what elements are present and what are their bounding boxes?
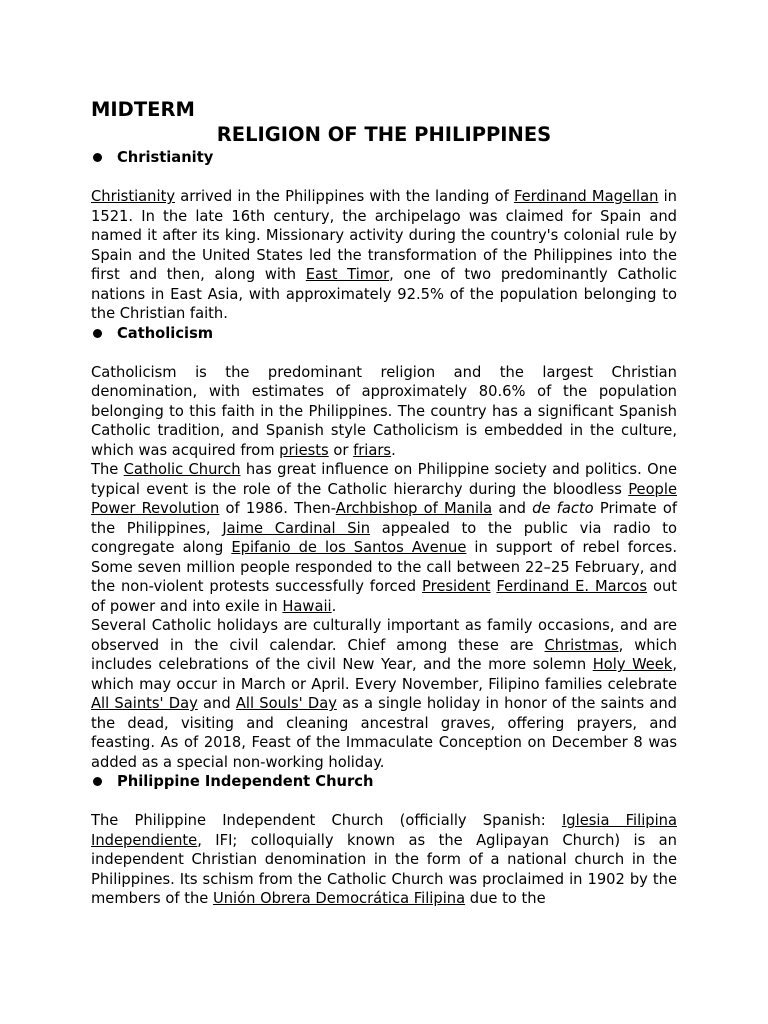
paragraph-christianity bbox=[91, 187, 677, 324]
bullet-icon bbox=[93, 329, 102, 338]
paragraph-catholicism-1 bbox=[91, 363, 677, 461]
link-holy-week[interactable]: Holy Week bbox=[592, 656, 673, 673]
paragraph-text: , one of two predominantly Catholic nations in East Asia, with approximately 92.5% of the population belonging to the Christian faith. bbox=[91, 266, 677, 322]
section-heading-label: Catholicism bbox=[117, 324, 214, 342]
bullet-icon bbox=[93, 153, 102, 162]
paragraph-text: , which may occur in March or April. Every November, Filipino families celebrate bbox=[91, 656, 677, 693]
paragraph-text: and bbox=[492, 500, 533, 517]
link-east-timor[interactable]: East Timor bbox=[305, 266, 390, 283]
link-all-souls-day[interactable]: All Souls' Day bbox=[235, 695, 337, 712]
section-heading-philippine-independent-church bbox=[91, 772, 677, 792]
link-christianity[interactable]: Christianity bbox=[91, 188, 176, 205]
link-ferdinand-marcos[interactable]: Ferdinand E. Marcos bbox=[496, 578, 648, 595]
paragraph-text: Several Catholic holidays are culturally important as family occasions, and are observed in the civil calendar. Chief among these are bbox=[91, 617, 677, 654]
paragraph-text: has great influence on Philippine society and politics. One typical event is the role of the Catholic hierarchy during the bloodless bbox=[91, 461, 677, 498]
link-president[interactable]: President bbox=[422, 578, 491, 595]
paragraph-catholicism-2 bbox=[91, 460, 677, 616]
paragraph-text: and bbox=[197, 695, 236, 712]
section-heading-label: Philippine Independent Church bbox=[117, 773, 374, 790]
spacer bbox=[91, 168, 677, 188]
paragraph-text: appealed to the public via radio to congregate along bbox=[91, 519, 678, 556]
document-page bbox=[91, 98, 677, 909]
section-heading-label: Christianity bbox=[117, 149, 214, 166]
paragraph-catholicism-3 bbox=[91, 616, 677, 772]
link-jaime-cardinal-sin[interactable]: Jaime Cardinal Sin bbox=[222, 519, 371, 537]
link-priests[interactable]: priests bbox=[279, 441, 329, 459]
link-archbishop-of-manila[interactable]: Archbishop of Manila bbox=[335, 500, 493, 517]
paragraph-text: The bbox=[91, 461, 124, 478]
paragraph-text: as a single holiday in honor of the saints and the dead, visiting and cleaning ancestral graves, offering prayers, and feasting. As of 2018, Feast of the Immaculate Conception on December 8 was added as a special non-working holiday. bbox=[91, 695, 677, 771]
link-christmas[interactable]: Christmas bbox=[544, 636, 619, 654]
paragraph-text: or bbox=[328, 441, 354, 459]
bullet-icon bbox=[93, 777, 102, 786]
link-friars[interactable]: friars bbox=[353, 441, 392, 459]
paragraph-text: , which includes celebrations of the civil New Year, and the more solemn bbox=[91, 636, 678, 673]
spacer bbox=[91, 343, 677, 363]
paragraph-philippine-independent-church bbox=[91, 811, 677, 909]
link-hawaii[interactable]: Hawaii bbox=[282, 597, 332, 615]
document-subtitle: RELIGION OF THE PHILIPPINES bbox=[216, 123, 552, 146]
section-heading-christianity bbox=[91, 148, 677, 168]
link-union-obrera-democratica-filipina[interactable]: Unión Obrera Democrática Filipina bbox=[212, 890, 466, 907]
paragraph-text: in support of rebel forces. Some seven million people responded to the call between 22–25 February, and the non-violent protests successfully forced bbox=[91, 539, 677, 595]
paragraph-text: Catholicism is the predominant religion and the largest Christian denomination, with estimates of approximately 80.6% of the population belonging to this faith in the Philippines. The country has a significant Spanish Catholic tradition, and Spanish style Catholicism is embedded in the culture, which was acquired from bbox=[91, 363, 677, 459]
paragraph-text: due to the bbox=[465, 890, 546, 907]
link-epifanio-de-los-santos-avenue[interactable]: Epifanio de los Santos Avenue bbox=[231, 539, 467, 556]
paragraph-text: out of power and into exile in bbox=[91, 578, 678, 615]
paragraph-text: in 1521. In the late 16th century, the archipelago was claimed for Spain and named it after its king. Missionary activity during the country's colonial rule by Spain and the United States led the transformation of the Philippines into the first and then, along with bbox=[91, 188, 677, 283]
italic-text: de facto bbox=[532, 500, 594, 517]
link-catholic-church[interactable]: Catholic Church bbox=[123, 461, 241, 478]
paragraph-text: Primate of the Philippines, bbox=[91, 500, 677, 537]
link-iglesia-filipina-independiente[interactable]: Iglesia Filipina Independiente bbox=[91, 812, 677, 849]
paragraph-text: The Philippine Independent Church (officially Spanish: bbox=[91, 812, 562, 829]
section-heading-catholicism bbox=[91, 324, 677, 344]
paragraph-text: . bbox=[391, 441, 396, 459]
link-people-power-revolution[interactable]: People Power Revolution bbox=[91, 480, 677, 517]
paragraph-text: , IFI; colloquially known as the Aglipayan Church) is an independent Christian denomination in the form of a national church in the Philippines. Its schism from the Catholic Church was proclaimed in 1902 by the members of the bbox=[91, 831, 677, 907]
link-ferdinand-magellan[interactable]: Ferdinand Magellan bbox=[513, 188, 659, 205]
paragraph-text: arrived in the Philippines with the landing of bbox=[175, 188, 514, 205]
spacer bbox=[91, 792, 677, 812]
link-all-saints-day[interactable]: All Saints' Day bbox=[91, 695, 198, 712]
document-title: MIDTERM bbox=[91, 98, 195, 121]
paragraph-text: . bbox=[331, 597, 337, 615]
paragraph-text: of 1986. Then- bbox=[219, 500, 336, 517]
